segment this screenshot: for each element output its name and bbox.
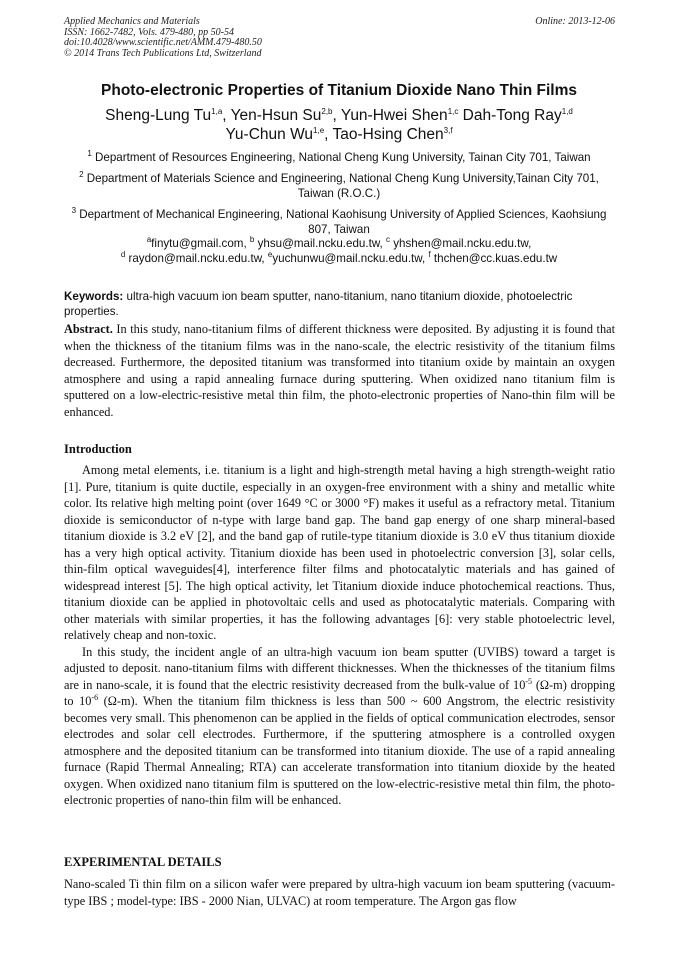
paragraph: In this study, the incident angle of an ultra-high vacuum ion beam sputter (UVIBS) toward a target is adjusted to deposit. nano-titanium films with different thicknesses. When the thicknesses of the titanium films are in nano-scale, it is found that the electric resistivity decreased from the bulk-value of $10^{-5}$ (Ω-m) dropping to $10^{-6}$ (Ω-m). When the titanium film thickness is less than 500 ~ 600 Angstrom, the electric resistivity becomes very small. This phenomenon can be applied in the fields of optical communication electrodes, sensor electrodes and solar cell electrodes. Furthermore, if the sputtering atmosphere is a controlled oxygen atmosphere and the deposited titanium can be transformed into titanium dioxide. The use of a rapid annealing furnace (Rapid Thermal Annealing; RTA) can accelerate transformation into titanium dioxide by the heated oxygen. When oxidized nano titanium film is sputtered on the low-electric-resistive metal thin film, the photo-electronic properties of nano-thin film will be enhanced. xyxy=(64,644,615,807)
author: , Tao-Hsing Chen xyxy=(324,126,444,143)
abstract-text: In this study, nano-titanium films of different thickness were deposited. By adjusting it is found that when the thickness of the titanium films was in the nano-scale, the electric resistivity of the titanium films decreased. Furthermore, the deposited titanium was transformed into titanium oxide by maintain an oxygen atmosphere and using a rapid annealing furnace during sputtering. When oxidized nano titanium film is sputtered on a low-electric-resistive metal thin film, the photo-electronic properties of Nano-thin film will be enhanced. xyxy=(64,322,615,419)
introduction-body xyxy=(64,462,615,809)
author-list: Sheng-Lung Tu$^{1,a}$, Yen-Hsun Su$^{2,b}$, Yun-Hwei Shen$^{1,c}$ Dah-Tong Ray$^{1,d}$ Yu-Chun Wu$^{1,e}$, Tao-Hsing Chen$^{3,f}$ xyxy=(105,106,573,143)
paragraph: Nano-scaled Ti thin film on a silicon wafer were prepared by ultra-high vacuum ion beam sputtering (vacuum-type IBS ; model-type: IBS - 2000 Nian, ULVAC) at room temperature. The Argon gas flow xyxy=(64,877,615,908)
section-heading-experimental: EXPERIMENTAL DETAILS xyxy=(64,855,222,869)
author: , Yun-Hwei Shen xyxy=(332,107,448,124)
copyright: © 2014 Trans Tech Publications Ltd, Switzerland xyxy=(64,47,262,59)
email-list: $^a$finytu@gmail.com, $^b$ yhsu@mail.ncku.edu.tw, $^c$ yhshen@mail.ncku.edu.tw, $^d$ raydon@mail.ncku.edu.tw, $^e$yuchunwu@mail.ncku.edu.tw, $^f$ thchen@cc.kuas.edu.tw xyxy=(120,235,558,265)
online-date: Online: 2013-12-06 xyxy=(535,16,615,27)
email-link[interactable]: thchen@cc.kuas.edu.tw xyxy=(430,252,558,265)
affiliation-3: $^3$ Department of Mechanical Engineering, National Kaohisung University of Applied Sciences, Kaohsiung 807, Taiwan xyxy=(71,206,607,236)
doi: doi:10.4028/www.scientific.net/AMM.479-480.50 xyxy=(64,37,262,48)
author: , Yen-Hsun Su xyxy=(222,107,322,124)
section-heading-introduction: Introduction xyxy=(64,442,132,456)
keywords xyxy=(64,289,615,319)
journal-name: Applied Mechanics and Materials xyxy=(64,16,200,27)
experimental-body xyxy=(64,876,615,909)
paper-title: Photo-electronic Properties of Titanium Dioxide Nano Thin Films xyxy=(101,82,577,99)
author: Yu-Chun Wu xyxy=(225,126,314,143)
email-link[interactable]: yhshen@mail.ncku.edu.tw, xyxy=(390,237,532,250)
abstract xyxy=(64,321,615,420)
running-header xyxy=(64,17,615,59)
affiliation-2: $^2$ Department of Materials Science and Engineering, National Cheng Kung University,Tainan City 701, Taiwan (R.O.C.) xyxy=(79,170,599,200)
affiliation-1: $^1$ Department of Resources Engineering, National Cheng Kung University, Tainan City 701, Taiwan xyxy=(87,149,591,164)
paragraph: Among metal elements, i.e. titanium is a light and high-strength metal having a high strength-weight ratio [1]. Pure, titanium is quite ductile, especially in an oxygen-free environment with a shiny and metallic white color. Its relative high melting point (over 1649 °C or 3000 °F) makes it useful as a refractory metal. Titanium dioxide is semiconductor of n-type with large band gap. The band gap energy of one sharp mineral-based titanium dioxide is 3.2 eV [2], and the band gap of rutile-type titanium dioxide is 3.0 eV thus titanium dioxide has a very high optical activity. Titanium dioxide has been used in photoelectric conversion [3], solar cells, thin-film optical waveguides[4], interference filter films and photocatalytic materials and has gained of widespread interest [5]. The high optical activity, let Titanium dioxide induce photochemical reactions. Thus, titanium dioxide can be applied in photovoltaic cells and used as photocatalytic materials. Comparing with other materials with similar properties, it has the following advantages [6]: very stable photoelectric level, relatively cheap and non-toxic. xyxy=(64,463,615,642)
author: Sheng-Lung Tu xyxy=(105,107,212,124)
abstract-label: Abstract. xyxy=(64,322,113,336)
email-link[interactable]: raydon@mail.ncku.edu.tw, xyxy=(125,252,268,265)
keywords-label: Keywords: xyxy=(64,290,124,303)
email-link[interactable]: yhsu@mail.ncku.edu.tw, xyxy=(254,237,386,250)
email-link[interactable]: finytu@gmail.com, xyxy=(151,237,250,250)
keywords-text: ultra-high vacuum ion beam sputter, nano-titanium, nano titanium dioxide, photoelectric properties. xyxy=(64,290,573,318)
author: Dah-Tong Ray xyxy=(458,107,562,124)
email-link[interactable]: yuchunwu@mail.ncku.edu.tw, xyxy=(272,252,429,265)
issn: ISSN: 1662-7482, Vols. 479-480, pp 50-54 xyxy=(64,26,234,38)
